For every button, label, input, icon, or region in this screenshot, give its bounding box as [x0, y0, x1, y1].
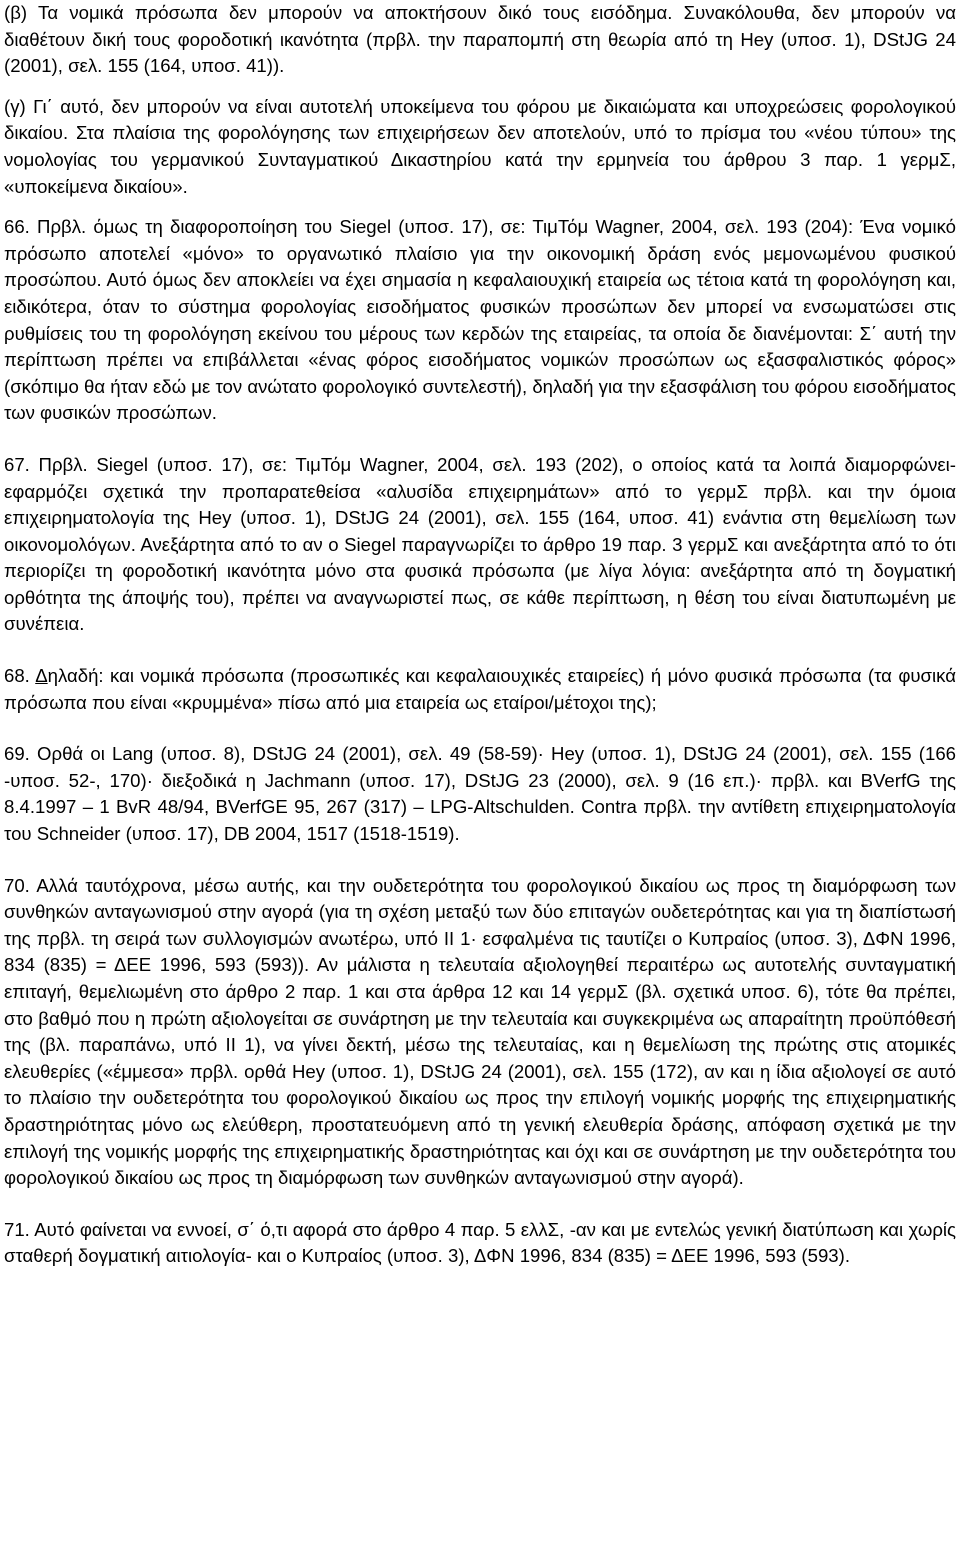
- paragraph-gap: [4, 1192, 956, 1217]
- paragraph-gap: [4, 848, 956, 873]
- footnote-68-text: ηλαδή: και νομικά πρόσωπα (προσωπικές και κεφαλαιουχικές εταιρείες) ή μόνο φυσικά πρόσωπα (τα φυσικά πρόσωπα που είναι «κρυμμένα» πίσω από μια εταιρεία ως εταίροι/μέτοχοι της);: [4, 665, 956, 713]
- footnote-69: 69. Ορθά οι Lang (υποσ. 8), DStJG 24 (2001), σελ. 49 (58-59)· Hey (υποσ. 1), DStJG 24 (2001), σελ. 155 (166 -υποσ. 52-, 170)· διεξοδικά η Jachmann (υποσ. 17), DStJG 23 (2000), σελ. 9 (16 επ.)· πρβλ. και BVerfG της 8.4.1997 – 1 BvR 48/94, BVerfGE 95, 267 (317) – LPG-Altschulden. Contra πρβλ. την αντίθετη επιχειρηματολογία του Schneider (υποσ. 17), DB 2004, 1517 (1518-1519).: [4, 743, 956, 845]
- paragraph-g: (γ) Γι΄ αυτό, δεν μπορούν να είναι αυτοτελή υποκείμενα του φόρου με δικαιώματα και υποχρεώσεις φορολογικού δικαίου. Στα πλαίσια της φορολόγησης των επιχειρήσεων δεν αποτελούν, υπό το πρίσμα του «νέου τύπου» της νομολογίας του γερμανικού Συνταγματικού Δικαστηρίου κατά την ερμηνεία του άρθρου 3 παρ. 1 γερμΣ, «υποκείμενα δικαίου».: [4, 95, 956, 197]
- footnote-70: 70. Αλλά ταυτόχρονα, μέσω αυτής, και την ουδετερότητα του φορολογικού δικαίου ως προς τη διαμόρφωση των συνθηκών ανταγωνισμού στην αγορά (για τη σχέση μεταξύ των δύο επιταγών ουδετερότητας και για τη διαπίστωσή της πρβλ. τη σειρά των συλλογισμών ανωτέρω, υπό ΙΙ 1· εσφαλμένα τις ταυτίζει ο Κυπραίος (υποσ. 3), ΔΦΝ 1996, 834 (835) = ΔΕΕ 1996, 593 (593)). Αν μάλιστα η τελευταία αξιολογηθεί περαιτέρω ως αυτοτελής συνταγματική επιταγή, θεμελιωμένη στο άρθρο 2 παρ. 1 και στα άρθρα 12 και 14 γερμΣ (βλ. σχετικά υποσ. 6), τότε θα πρέπει, στο βαθμό που η πρώτη αξιολογείται σε συνάρτηση με την τελευταία και συγκεκριμένα ως απαραίτητη προϋπόθεσή της (βλ. παραπάνω, υπό ΙΙ 1), να γίνει δεκτή, μέσω της τελευταίας, και η θεμελίωση της πρώτης στις ατομικές ελευθερίες («έμμεσα» πρβλ. ορθά Hey (υποσ. 1), DStJG 24 (2001), σελ. 155 (172), αν και η ίδια αξιολογεί σε αυτό το πλαίσιο την ουδετερότητα του φορολογικού δικαίου ως προς την επιλογή νομικής μορφής της επιχειρηματικής δραστηριότητας μόνο ως ελεύθερη, προστατευόμενη από τη γενική ελευθερία δράσης, απόφαση σχετικά με την επιλογή της νομικής μορφής της επιχειρηματικής δραστηριότητας και όχι και σε συνάρτηση με την ουδετερότητα του φορολογικού δικαίου ως προς τη διαμόρφωση των συνθηκών ανταγωνισμού στην αγορά).: [4, 874, 956, 1189]
- paragraph-gap: [4, 716, 956, 741]
- footnote-66: 66. Πρβλ. όμως τη διαφοροποίηση του Siegel (υποσ. 17), σε: ΤιμΤόμ Wagner, 2004, σελ. 193 (204): Ένα νομικό πρόσωπο αποτελεί «μόνο» το οργανωτικό πλαίσιο για την οικονομική δράση ενός μεμονωμένου φυσικού προσώπου. Αυτό όμως δεν αποκλείει να έχει σημασία η κεφαλαιουχική εταιρεία ως τέτοια κατά τη φορολόγηση και, ειδικότερα, όταν το σύστημα φορολογίας εισοδήματος φυσικών προσώπων δεν μπορεί να ενσωματώσει στις ρυθμίσεις του τη φορολόγηση εκείνου του μέρους των κερδών της εταιρείας, τα οποία δε διανέμονται: Σ΄ αυτή την περίπτωση πρέπει να επιβάλλεται «ένας φόρος εισοδήματος νομικών προσώπων ως εξασφαλιστικός φόρος» (σκόπιμο θα ήταν εδώ με τον ανώτατο φορολογικό συντελεστή), δηλαδή για την εξασφάλιση του φόρου εισοδήματος των φυσικών προσώπων.: [4, 216, 956, 424]
- document-page: [4, 0, 956, 1270]
- footnote-67: 67. Πρβλ. Siegel (υποσ. 17), σε: ΤιμΤόμ Wagner, 2004, σελ. 193 (202), ο οποίος κατά τα λοιπά διαμορφώνει-εφαρμόζει σχετικά την προπαρατεθείσα «αλυσίδα επιχειρημάτων» από το γερμΣ πρβλ. και την όμοια επιχειρηματολογία της Hey (υποσ. 1), DStJG 24 (2001), σελ. 155 (164, υποσ. 41) ενάντια στη θεμελίωση των οικονομολόγων. Ανεξάρτητα από το αν ο Siegel παραγνωρίζει το άρθρο 19 παρ. 3 γερμΣ και ανεξάρτητα από το ότι περιορίζει τη φοροδοτική ικανότητα μόνο στα φυσικά πρόσωπα (με λίγα λόγια: ανεξάρτητα από τη δογματική ορθότητα της άποψής του), πρέπει να αναγνωριστεί πως, σε κάθε περίπτωση, η θέση του είναι διατυπωμένη με συνέπεια.: [4, 453, 957, 635]
- paragraph-gap: [4, 427, 956, 452]
- footnote-68-underlined-letter: Δ: [35, 665, 48, 687]
- paragraph-gap: [4, 200, 956, 214]
- footnote-71: 71. Αυτό φαίνεται να εννοεί, σ΄ ό,τι αφορά στο άρθρο 4 παρ. 5 ελλΣ, -αν και με εντελώς γενική διατύπωση και χωρίς σταθερή δογματική αιτιολογία- και ο Κυπραίος (υποσ. 3), ΔΦΝ 1996, 834 (835) = ΔΕΕ 1996, 593 (593).: [4, 1218, 956, 1267]
- footnote-68-number: 68.: [4, 665, 36, 687]
- paragraph-gap: [4, 638, 956, 663]
- paragraph-b: (β) Τα νομικά πρόσωπα δεν μπορούν να αποκτήσουν δικό τους εισόδημα. Συνακόλουθα, δεν μπορούν να διαθέτουν δική τους φοροδοτική ικανότητα (πρβλ. την παραπομπή στη θεωρία από τη Hey (υποσ. 1), DStJG 24 (2001), σελ. 155 (164, υποσ. 41)).: [4, 2, 956, 77]
- footnote-68: [4, 663, 956, 716]
- paragraph-gap: [4, 80, 956, 94]
